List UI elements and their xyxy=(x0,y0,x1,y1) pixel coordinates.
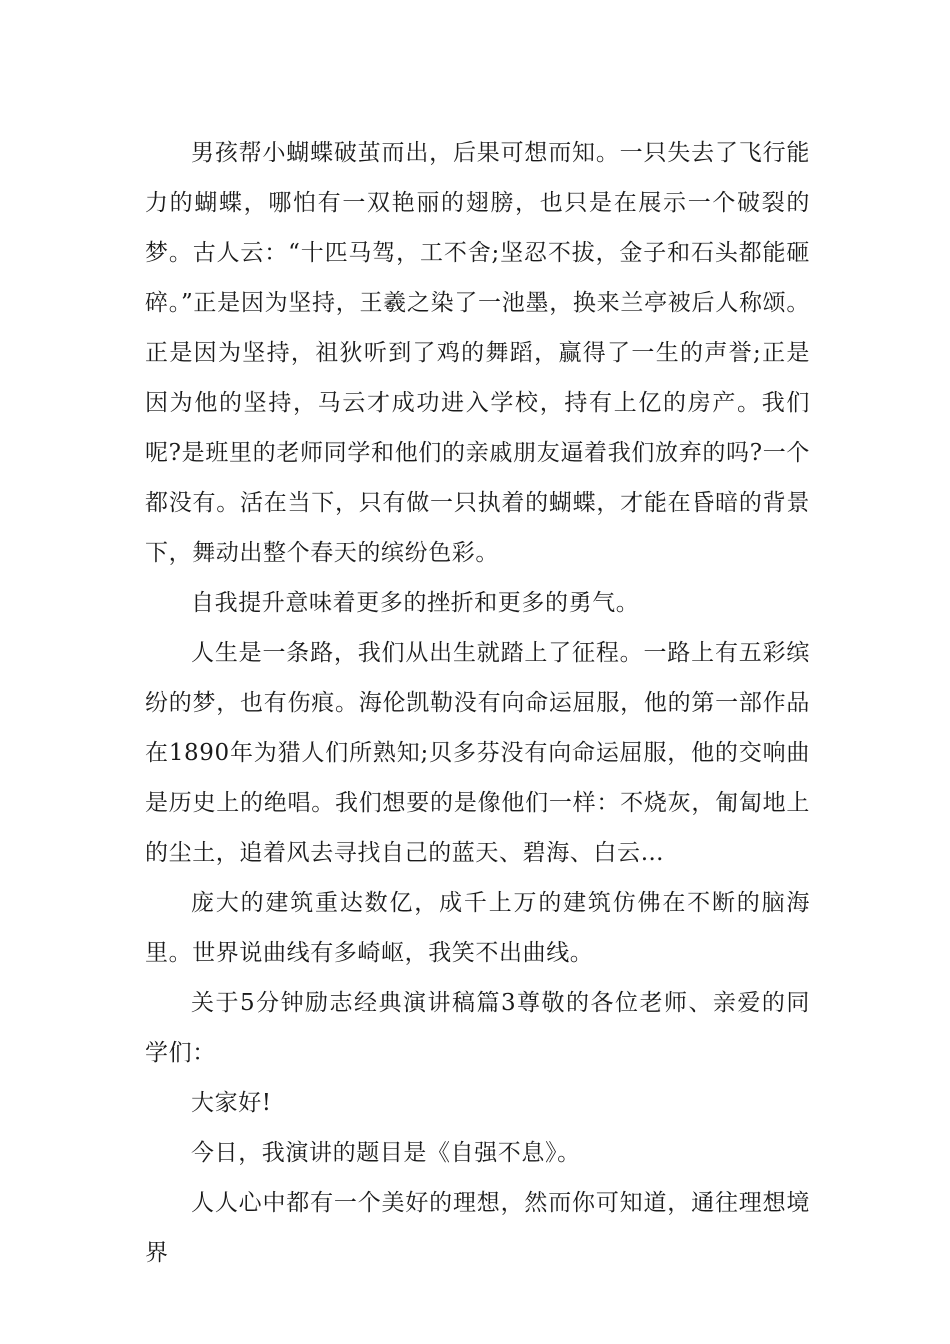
paragraph-life-road: 人生是一条路，我们从出生就踏上了征程。一路上有五彩缤纷的梦，也有伤痕。海伦凯勒没有向命运屈服，他的第一部作品在1890年为猎人们所熟知;贝多芬没有向命运屈服，他的交响曲是历史上的绝唱。我们想要的是像他们一样：不烧灰，匍匐地上的尘土，追着风去寻找自己的蓝天、碧海、白云… xyxy=(145,640,810,866)
paragraph-butterfly: 男孩帮小蝴蝶破茧而出，后果可想而知。一只失去了飞行能力的蝴蝶，哪怕有一双艳丽的翅膀，也只是在展示一个破裂的梦。古人云：“十匹马驾，工不舍;坚忍不拔，金子和石头都能砸碎。”正是因为坚持，王羲之染了一池墨，换来兰亭被后人称颂。正是因为坚持，祖狄听到了鸡的舞蹈，赢得了一生的声誉;正是因为他的坚持，马云才成功进入学校，持有上亿的房产。我们呢?是班里的老师同学和他们的亲戚朋友逼着我们放弃的吗?一个都没有。活在当下，只有做一只执着的蝴蝶，才能在昏暗的背景下，舞动出整个春天的缤纷色彩。 xyxy=(145,140,810,566)
paragraph-self-improvement: 自我提升意味着更多的挫折和更多的勇气。 xyxy=(191,590,640,616)
paragraph-buildings: 庞大的建筑重达数亿，成千上万的建筑仿佛在不断的脑海里。世界说曲线有多崎岖，我笑不出曲线。 xyxy=(145,890,810,966)
paragraph-speech-heading: 关于5分钟励志经典演讲稿篇3尊敬的各位老师、亲爱的同学们： xyxy=(145,990,810,1066)
paragraph-speech-title: 今日，我演讲的题目是《自强不息》。 xyxy=(191,1140,581,1166)
paragraph-greeting: 大家好! xyxy=(191,1090,272,1116)
paragraph-ideals: 人人心中都有一个美好的理想，然而你可知道，通往理想境界 xyxy=(145,1190,810,1266)
document-body xyxy=(145,128,810,1278)
